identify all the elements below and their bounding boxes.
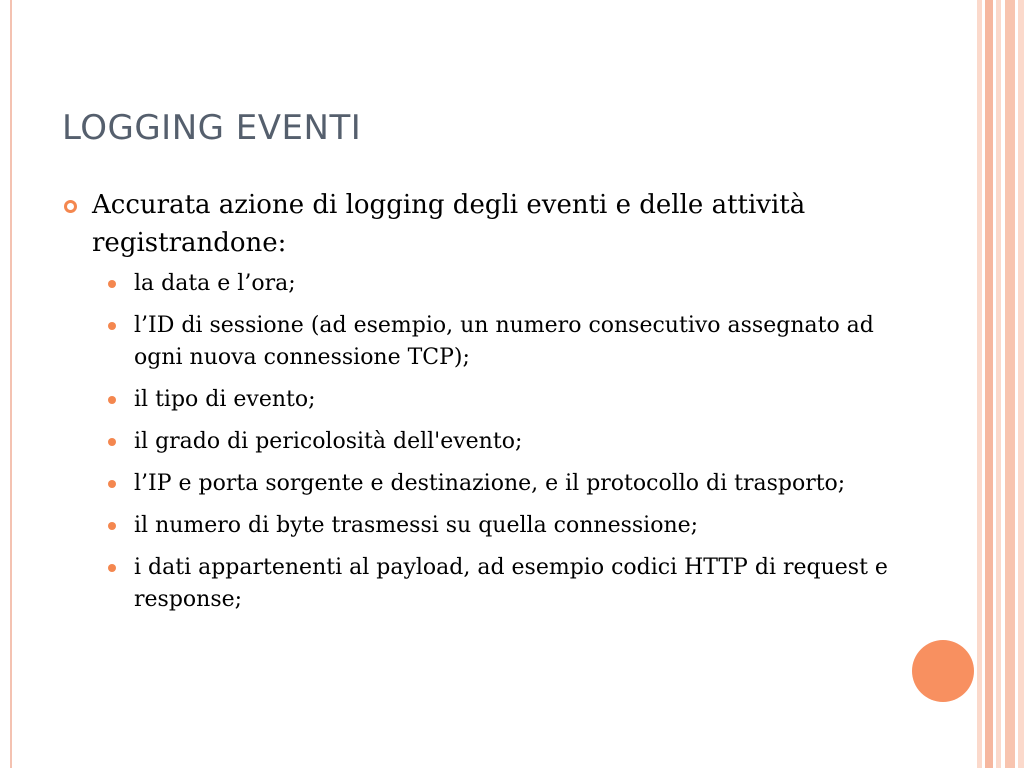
dot-bullet-icon — [108, 522, 116, 530]
dot-bullet-icon — [108, 396, 116, 404]
sub-bullet-item — [134, 310, 892, 374]
sub-bullet-item — [134, 552, 892, 616]
decor-stripe — [1018, 0, 1024, 768]
dot-bullet-icon — [108, 564, 116, 572]
decor-stripe — [1005, 0, 1015, 768]
sub-bullet-item — [134, 384, 892, 416]
ring-bullet-icon — [64, 200, 77, 213]
sub-bullet-text: il tipo di evento; — [134, 387, 316, 412]
dot-bullet-icon — [108, 280, 116, 288]
decor-stripe — [996, 0, 1001, 768]
dot-bullet-icon — [108, 322, 116, 330]
sub-bullet-text: il grado di pericolosità dell'evento; — [134, 429, 523, 454]
slide-title: LOGGING EVENTI — [62, 108, 362, 148]
sub-bullet-item — [134, 468, 892, 500]
slide-content — [62, 186, 892, 626]
dot-bullet-icon — [108, 438, 116, 446]
main-bullet — [62, 186, 892, 262]
sub-bullet-item — [134, 510, 892, 542]
sub-bullet-text: la data e l’ora; — [134, 271, 296, 296]
decor-stripe — [977, 0, 982, 768]
sub-bullet-text: l’IP e porta sorgente e destinazione, e il protocollo di trasporto; — [134, 471, 846, 496]
decor-stripe — [985, 0, 993, 768]
main-bullet-text: Accurata azione di logging degli eventi e delle attività registrandone: — [92, 190, 806, 258]
sub-bullet-text: il numero di byte trasmessi su quella connessione; — [134, 513, 699, 538]
left-frame-line — [10, 0, 12, 768]
dot-bullet-icon — [108, 480, 116, 488]
sub-bullet-text: l’ID di sessione (ad esempio, un numero consecutivo assegnato ad ogni nuova connessione TCP); — [134, 313, 874, 370]
decor-circle — [912, 640, 974, 702]
sub-bullet-text: i dati appartenenti al payload, ad esempio codici HTTP di request e response; — [134, 555, 888, 612]
sub-bullet-item — [134, 426, 892, 458]
sub-bullet-item — [134, 268, 892, 300]
sub-bullet-list — [62, 268, 892, 616]
